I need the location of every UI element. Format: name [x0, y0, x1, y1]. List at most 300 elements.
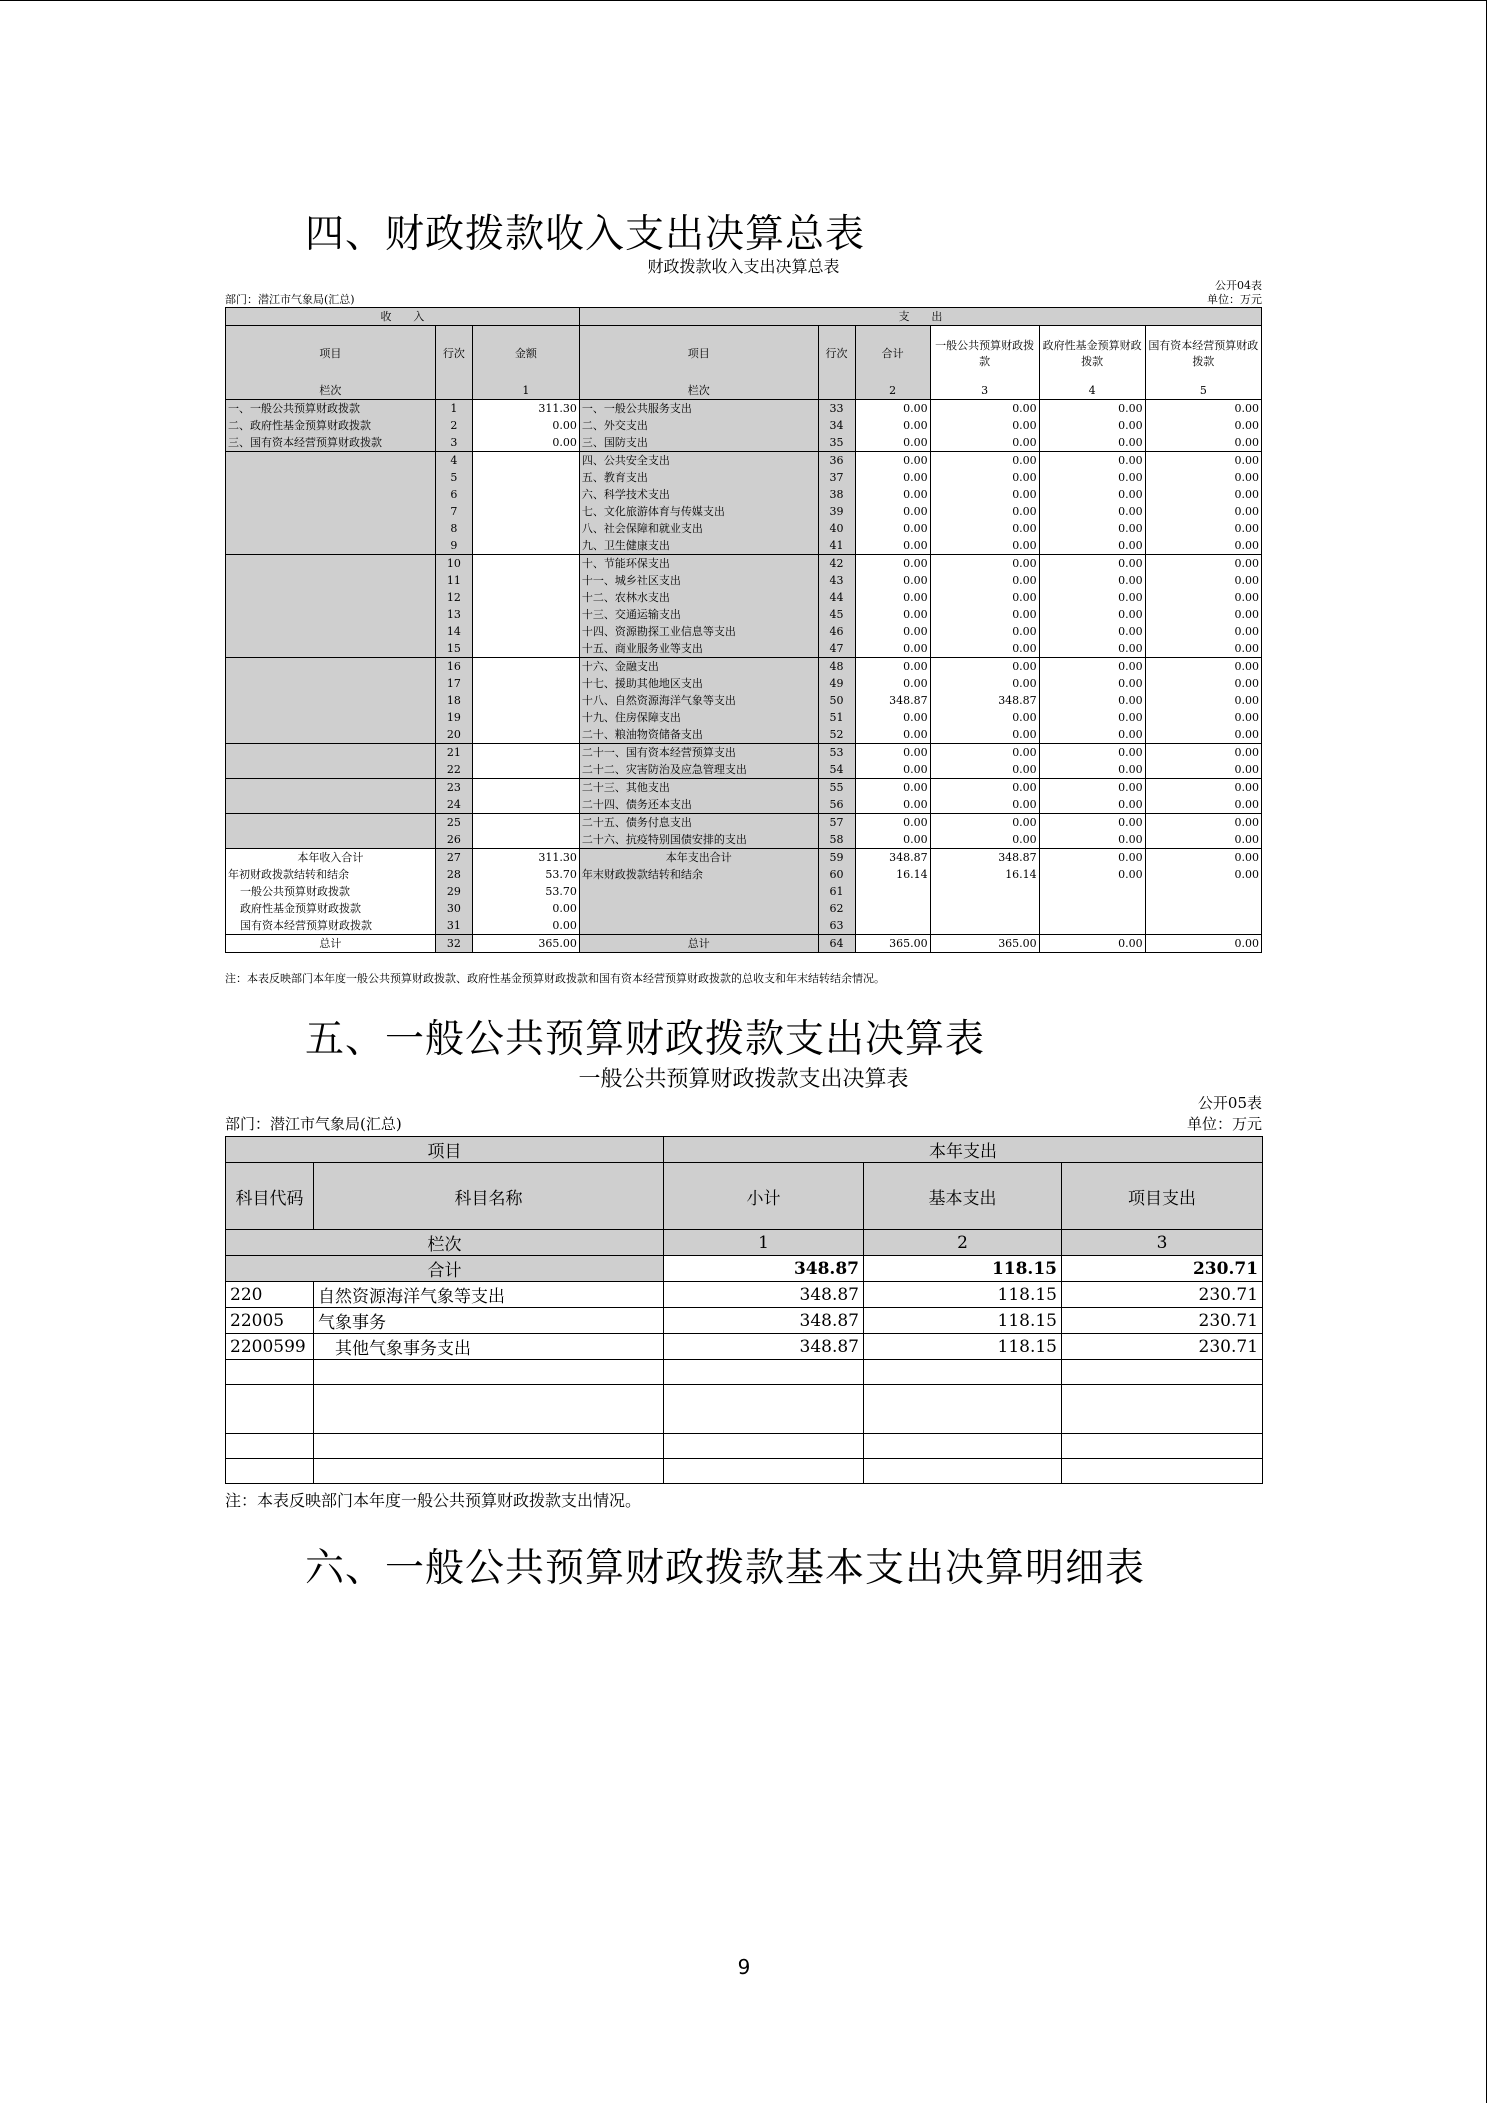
- blank-cell: [1062, 1459, 1263, 1484]
- expense-general: 0.00: [930, 675, 1039, 692]
- income-item: [226, 640, 436, 658]
- expense-row-no: 46: [818, 623, 855, 640]
- income-item: [226, 503, 436, 520]
- blank-row: [226, 1459, 1263, 1484]
- income-amount: [472, 779, 579, 797]
- income-item: [226, 761, 436, 779]
- blank-cell: [314, 1434, 664, 1459]
- income-amount: 0.00: [472, 417, 579, 434]
- expense-general: [930, 900, 1039, 917]
- table-row: [226, 555, 1262, 573]
- expense-fund: 0.00: [1039, 831, 1145, 849]
- expense-general: 0.00: [930, 606, 1039, 623]
- expense-row-no: 59: [818, 849, 855, 867]
- table-row: [226, 434, 1262, 452]
- expense-general: 0.00: [930, 726, 1039, 744]
- expense-item: 二十三、其他支出: [579, 779, 818, 797]
- table-04-unit: 单位：万元: [1207, 293, 1262, 306]
- expense-total: 0.00: [855, 831, 930, 849]
- expense-fund: 0.00: [1039, 709, 1145, 726]
- expense-general: 348.87: [930, 849, 1039, 867]
- expense-fund: 0.00: [1039, 434, 1145, 452]
- income-row-no: 29: [435, 883, 472, 900]
- income-item: [226, 709, 436, 726]
- expense-row-no: 48: [818, 658, 855, 676]
- income-amount: 0.00: [472, 434, 579, 452]
- income-amount: [472, 537, 579, 555]
- expense-fund: 0.00: [1039, 623, 1145, 640]
- table-row: [226, 486, 1262, 503]
- income-amount: [472, 469, 579, 486]
- expense-general: 16.14: [930, 866, 1039, 883]
- page-number: 9: [737, 1955, 751, 1979]
- expense-total: 0.00: [855, 814, 930, 832]
- table-row: [226, 814, 1262, 832]
- expense-item: [579, 883, 818, 900]
- expense-item: 二十四、债务还本支出: [579, 796, 818, 814]
- expense-state-capital: 0.00: [1145, 675, 1261, 692]
- expense-state-capital: 0.00: [1145, 503, 1261, 520]
- expense-fund: 0.00: [1039, 692, 1145, 709]
- expense-general: [930, 883, 1039, 900]
- expense-total: 0.00: [855, 572, 930, 589]
- table-row: [226, 658, 1262, 676]
- subject-name: 气象事务: [314, 1308, 664, 1334]
- income-amount: [472, 503, 579, 520]
- income-row-no: 27: [435, 849, 472, 867]
- table-row: [226, 623, 1262, 640]
- expense-item: 年末财政拨款结转和结余: [579, 866, 818, 883]
- basic-expense-header: 基本支出: [864, 1163, 1062, 1230]
- project-expense: 230.71: [1062, 1334, 1263, 1360]
- income-item: 国有资本经营预算财政拨款: [226, 917, 436, 935]
- expense-fund: 0.00: [1039, 814, 1145, 832]
- expense-item: 十五、商业服务业等支出: [579, 640, 818, 658]
- income-amount: [472, 744, 579, 762]
- income-amount: [472, 623, 579, 640]
- basic-expense: 118.15: [864, 1308, 1062, 1334]
- table-row: [226, 726, 1262, 744]
- expense-row-no: 37: [818, 469, 855, 486]
- expense-item: 二、外交支出: [579, 417, 818, 434]
- expense-state-capital: 0.00: [1145, 452, 1261, 470]
- expense-fund: 0.00: [1039, 779, 1145, 797]
- expense-state-capital: 0.00: [1145, 623, 1261, 640]
- income-row-no: 20: [435, 726, 472, 744]
- table-row: [226, 572, 1262, 589]
- blank-cell: [664, 1459, 864, 1484]
- expense-fund: 0.00: [1039, 606, 1145, 623]
- expense-general: 0.00: [930, 831, 1039, 849]
- expense-item: 六、科学技术支出: [579, 486, 818, 503]
- income-amount: [472, 555, 579, 573]
- table-row: [226, 675, 1262, 692]
- expense-item: 八、社会保障和就业支出: [579, 520, 818, 537]
- expense-item: 十八、自然资源海洋气象等支出: [579, 692, 818, 709]
- income-item: 三、国有资本经营预算财政拨款: [226, 434, 436, 452]
- expense-general: 365.00: [930, 935, 1039, 953]
- expense-fund: 0.00: [1039, 417, 1145, 434]
- expense-state-capital: 0.00: [1145, 744, 1261, 762]
- expense-item: 本年支出合计: [579, 849, 818, 867]
- expense-row-no: 52: [818, 726, 855, 744]
- expense-item: 十四、资源勘探工业信息等支出: [579, 623, 818, 640]
- table-row: [226, 692, 1262, 709]
- expense-total: 0.00: [855, 417, 930, 434]
- expense-total: 0.00: [855, 779, 930, 797]
- income-amount: [472, 606, 579, 623]
- expense-state-capital: 0.00: [1145, 726, 1261, 744]
- table-row: [226, 917, 1262, 935]
- expense-item: 十三、交通运输支出: [579, 606, 818, 623]
- income-item: 一、一般公共预算财政拨款: [226, 400, 436, 418]
- blank-row: [226, 1360, 1263, 1385]
- expense-state-capital: 0.00: [1145, 640, 1261, 658]
- income-item: [226, 589, 436, 606]
- expense-row-no: 50: [818, 692, 855, 709]
- table-row: [226, 900, 1262, 917]
- expense-item: 十九、住房保障支出: [579, 709, 818, 726]
- blank-cell: [226, 1360, 314, 1385]
- income-item: [226, 537, 436, 555]
- table-04: [225, 307, 1262, 953]
- table-row: [226, 935, 1262, 953]
- section-heading-4: 四、财政拨款收入支出决算总表: [305, 212, 866, 257]
- blank-cell: [664, 1385, 864, 1434]
- expense-state-capital: 0.00: [1145, 606, 1261, 623]
- col-header: 一般公共预算财政拨款: [930, 326, 1039, 383]
- expense-group-header: 支 出: [579, 308, 1261, 326]
- expense-general: 0.00: [930, 572, 1039, 589]
- expense-total: 0.00: [855, 486, 930, 503]
- expense-row-no: 51: [818, 709, 855, 726]
- income-amount: [472, 709, 579, 726]
- expense-row-no: 36: [818, 452, 855, 470]
- expense-total: 0.00: [855, 675, 930, 692]
- subtotal: 348.87: [664, 1308, 864, 1334]
- expense-state-capital: 0.00: [1145, 537, 1261, 555]
- income-group-header: 收 入: [226, 308, 580, 326]
- income-row-no: 18: [435, 692, 472, 709]
- expense-fund: 0.00: [1039, 572, 1145, 589]
- expense-general: 0.00: [930, 555, 1039, 573]
- col-index-cell: 2: [864, 1230, 1062, 1256]
- income-item: [226, 520, 436, 537]
- col-header: 合计: [855, 326, 930, 383]
- income-row-no: 12: [435, 589, 472, 606]
- income-item: 总计: [226, 935, 436, 953]
- subtotal-header: 小计: [664, 1163, 864, 1230]
- expense-row-no: 58: [818, 831, 855, 849]
- table-row: [226, 883, 1262, 900]
- income-row-no: 32: [435, 935, 472, 953]
- income-item: [226, 796, 436, 814]
- income-amount: [472, 589, 579, 606]
- expense-fund: 0.00: [1039, 744, 1145, 762]
- expense-fund: 0.00: [1039, 761, 1145, 779]
- expense-row-no: 56: [818, 796, 855, 814]
- table-row: [226, 1282, 1263, 1308]
- income-item: [226, 452, 436, 470]
- expense-fund: 0.00: [1039, 452, 1145, 470]
- expense-fund: 0.00: [1039, 503, 1145, 520]
- blank-cell: [314, 1360, 664, 1385]
- expense-general: 0.00: [930, 744, 1039, 762]
- expense-general: 0.00: [930, 658, 1039, 676]
- expense-total: 0.00: [855, 555, 930, 573]
- expense-row-no: 63: [818, 917, 855, 935]
- expense-item: 十六、金融支出: [579, 658, 818, 676]
- expense-state-capital: 0.00: [1145, 796, 1261, 814]
- expense-total: [855, 883, 930, 900]
- expense-general: 0.00: [930, 623, 1039, 640]
- expense-state-capital: [1145, 900, 1261, 917]
- income-amount: 53.70: [472, 883, 579, 900]
- expense-item: 三、国防支出: [579, 434, 818, 452]
- col-header: 国有资本经营预算财政拨款: [1145, 326, 1261, 383]
- income-row-no: 16: [435, 658, 472, 676]
- subject-code: 22005: [226, 1308, 314, 1334]
- expense-state-capital: 0.00: [1145, 849, 1261, 867]
- blank-cell: [1062, 1434, 1263, 1459]
- col-header: 项目: [579, 326, 818, 383]
- expense-general: 0.00: [930, 761, 1039, 779]
- income-amount: [472, 520, 579, 537]
- expense-row-no: 49: [818, 675, 855, 692]
- col-header: 行次: [435, 326, 472, 383]
- expense-state-capital: [1145, 917, 1261, 935]
- expense-fund: 0.00: [1039, 555, 1145, 573]
- table-04-note: 注：本表反映部门本年度一般公共预算财政拨款、政府性基金预算财政拨款和国有资本经营预算财政拨款的总收支和年末结转结余情况。: [225, 972, 885, 985]
- expense-fund: [1039, 900, 1145, 917]
- subject-name: 自然资源海洋气象等支出: [314, 1282, 664, 1308]
- expense-general: 0.00: [930, 503, 1039, 520]
- income-item: [226, 779, 436, 797]
- table-05-note: 注：本表反映部门本年度一般公共预算财政拨款支出情况。: [225, 1491, 642, 1510]
- expense-row-no: 57: [818, 814, 855, 832]
- income-amount: [472, 640, 579, 658]
- expense-fund: 0.00: [1039, 866, 1145, 883]
- basic-expense: 118.15: [864, 1282, 1062, 1308]
- expense-fund: [1039, 883, 1145, 900]
- blank-cell: [226, 1385, 314, 1434]
- expense-fund: 0.00: [1039, 400, 1145, 418]
- expense-total: 0.00: [855, 640, 930, 658]
- expense-state-capital: 0.00: [1145, 779, 1261, 797]
- expense-fund: 0.00: [1039, 640, 1145, 658]
- expense-row-no: 60: [818, 866, 855, 883]
- expense-general: 348.87: [930, 692, 1039, 709]
- blank-cell: [226, 1459, 314, 1484]
- expense-general: 0.00: [930, 434, 1039, 452]
- income-item: [226, 675, 436, 692]
- expense-total: 348.87: [855, 849, 930, 867]
- col-index-cell: 2: [855, 382, 930, 400]
- expense-row-no: 54: [818, 761, 855, 779]
- table-row: [226, 640, 1262, 658]
- total-subtotal: 348.87: [664, 1256, 864, 1282]
- income-row-no: 28: [435, 866, 472, 883]
- expense-general: 0.00: [930, 400, 1039, 418]
- income-item: 本年收入合计: [226, 849, 436, 867]
- year-expense-header: 本年支出: [664, 1137, 1263, 1163]
- item-header: 项目: [226, 1137, 664, 1163]
- expense-item: 十一、城乡社区支出: [579, 572, 818, 589]
- expense-state-capital: 0.00: [1145, 486, 1261, 503]
- section-heading-5: 五、一般公共预算财政拨款支出决算表: [305, 1017, 986, 1062]
- income-amount: 0.00: [472, 900, 579, 917]
- income-item: 年初财政拨款结转和结余: [226, 866, 436, 883]
- expense-row-no: 35: [818, 434, 855, 452]
- col-index-cell: 3: [930, 382, 1039, 400]
- income-row-no: 19: [435, 709, 472, 726]
- expense-total: 0.00: [855, 434, 930, 452]
- expense-fund: 0.00: [1039, 675, 1145, 692]
- income-amount: 365.00: [472, 935, 579, 953]
- col-header: 项目: [226, 326, 436, 383]
- expense-fund: 0.00: [1039, 486, 1145, 503]
- expense-state-capital: 0.00: [1145, 866, 1261, 883]
- expense-total: 0.00: [855, 796, 930, 814]
- table-row: [226, 503, 1262, 520]
- expense-total: 0.00: [855, 589, 930, 606]
- expense-fund: 0.00: [1039, 469, 1145, 486]
- col-index-label: 栏次: [226, 1230, 664, 1256]
- expense-general: 0.00: [930, 796, 1039, 814]
- blank-cell: [1062, 1385, 1263, 1434]
- income-row-no: 21: [435, 744, 472, 762]
- col-header: 金额: [472, 326, 579, 383]
- income-item: [226, 692, 436, 709]
- income-amount: 311.30: [472, 849, 579, 867]
- income-amount: [472, 658, 579, 676]
- col-index-label: 栏次: [579, 382, 818, 400]
- expense-item: 二十五、债务付息支出: [579, 814, 818, 832]
- income-row-no: 7: [435, 503, 472, 520]
- table-row: [226, 589, 1262, 606]
- table-04-container: [225, 250, 1262, 990]
- name-header: 科目名称: [314, 1163, 664, 1230]
- income-row-no: 6: [435, 486, 472, 503]
- expense-general: 0.00: [930, 779, 1039, 797]
- subtotal: 348.87: [664, 1334, 864, 1360]
- blank-row: [226, 1434, 1263, 1459]
- expense-row-no: 64: [818, 935, 855, 953]
- income-amount: 0.00: [472, 917, 579, 935]
- expense-item: 十七、援助其他地区支出: [579, 675, 818, 692]
- expense-row-no: 34: [818, 417, 855, 434]
- expense-total: 348.87: [855, 692, 930, 709]
- income-row-no: 9: [435, 537, 472, 555]
- expense-item: 总计: [579, 935, 818, 953]
- col-index-cell: 5: [1145, 382, 1261, 400]
- blank-cell: [226, 1434, 314, 1459]
- expense-row-no: 45: [818, 606, 855, 623]
- income-row-no: 14: [435, 623, 472, 640]
- blank-cell: [1062, 1360, 1263, 1385]
- income-item: 一般公共预算财政拨款: [226, 883, 436, 900]
- income-amount: [472, 675, 579, 692]
- table-row: [226, 606, 1262, 623]
- table-row: [226, 469, 1262, 486]
- expense-total: 0.00: [855, 623, 930, 640]
- income-row-no: 15: [435, 640, 472, 658]
- expense-item: 四、公共安全支出: [579, 452, 818, 470]
- income-row-no: 11: [435, 572, 472, 589]
- table-05-dept: 部门：潜江市气象局(汇总): [225, 1115, 402, 1133]
- expense-total: 0.00: [855, 537, 930, 555]
- table-row: [226, 1308, 1263, 1334]
- blank-cell: [864, 1360, 1062, 1385]
- total-project: 230.71: [1062, 1256, 1263, 1282]
- expense-row-no: 43: [818, 572, 855, 589]
- expense-item: 十、节能环保支出: [579, 555, 818, 573]
- total-label: 合计: [226, 1256, 664, 1282]
- income-row-no: 4: [435, 452, 472, 470]
- expense-item: 九、卫生健康支出: [579, 537, 818, 555]
- col-index-label: 栏次: [226, 382, 436, 400]
- table-row: [226, 520, 1262, 537]
- total-basic: 118.15: [864, 1256, 1062, 1282]
- expense-item: 七、文化旅游体育与传媒支出: [579, 503, 818, 520]
- income-item: [226, 606, 436, 623]
- income-item: [226, 486, 436, 503]
- income-amount: [472, 486, 579, 503]
- expense-total: [855, 900, 930, 917]
- col-index-cell: 4: [1039, 382, 1145, 400]
- income-amount: [472, 831, 579, 849]
- income-item: [226, 555, 436, 573]
- expense-total: 0.00: [855, 726, 930, 744]
- expense-general: 0.00: [930, 469, 1039, 486]
- income-amount: [472, 814, 579, 832]
- expense-total: 0.00: [855, 400, 930, 418]
- expense-row-no: 40: [818, 520, 855, 537]
- income-row-no: 13: [435, 606, 472, 623]
- table-04-code: 公开04表: [1215, 279, 1262, 292]
- code-header: 科目代码: [226, 1163, 314, 1230]
- table-row: [226, 537, 1262, 555]
- expense-state-capital: 0.00: [1145, 589, 1261, 606]
- income-row-no: 24: [435, 796, 472, 814]
- blank-cell: [864, 1434, 1062, 1459]
- project-expense-header: 项目支出: [1062, 1163, 1263, 1230]
- table-row: [226, 831, 1262, 849]
- table-05-title: 一般公共预算财政拨款支出决算表: [578, 1067, 909, 1092]
- expense-general: 0.00: [930, 589, 1039, 606]
- income-item: [226, 469, 436, 486]
- subject-name: 其他气象事务支出: [314, 1334, 664, 1360]
- income-item: [226, 572, 436, 589]
- table-row: [226, 779, 1262, 797]
- expense-item: 二十、粮油物资储备支出: [579, 726, 818, 744]
- col-index-cell: 1: [472, 382, 579, 400]
- expense-row-no: 53: [818, 744, 855, 762]
- expense-fund: 0.00: [1039, 849, 1145, 867]
- basic-expense: 118.15: [864, 1334, 1062, 1360]
- expense-state-capital: 0.00: [1145, 434, 1261, 452]
- expense-item: [579, 917, 818, 935]
- expense-state-capital: 0.00: [1145, 469, 1261, 486]
- table-row: [226, 796, 1262, 814]
- table-05: [225, 1136, 1263, 1484]
- subject-code: 2200599: [226, 1334, 314, 1360]
- income-amount: [472, 572, 579, 589]
- table-05-unit: 单位：万元: [1186, 1115, 1262, 1133]
- table-row: [226, 417, 1262, 434]
- blank-cell: [314, 1385, 664, 1434]
- expense-item: 十二、农林水支出: [579, 589, 818, 606]
